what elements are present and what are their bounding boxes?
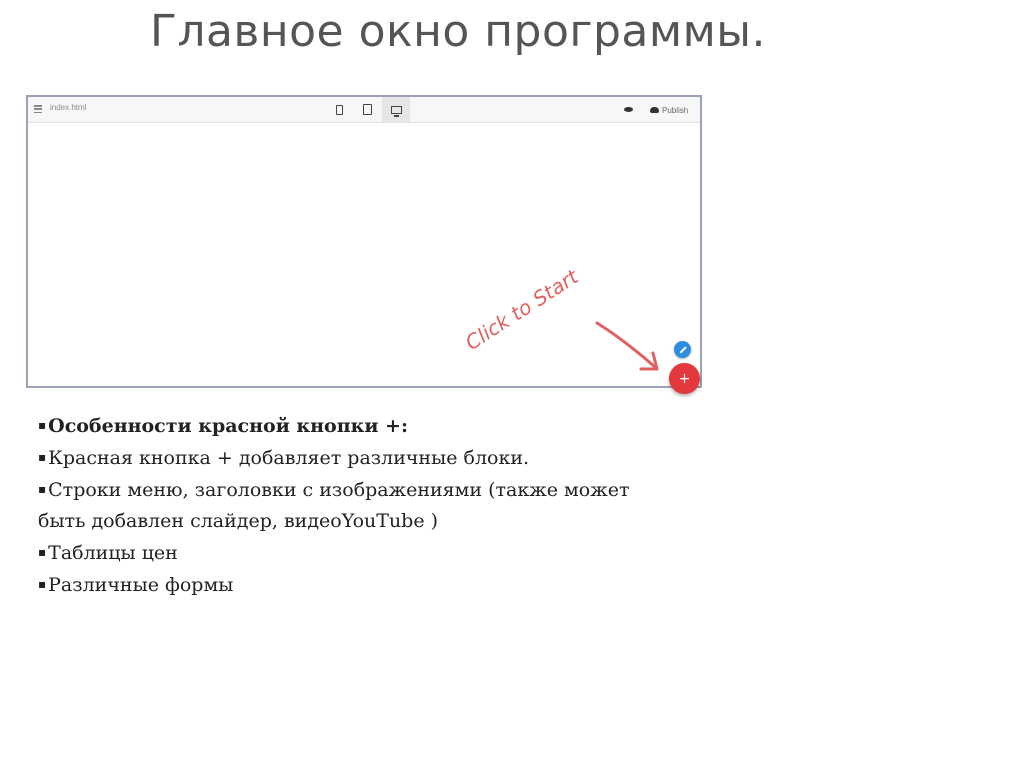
- app-toolbar: [28, 97, 700, 123]
- desktop-view-button[interactable]: [382, 97, 410, 122]
- hint-arrow-icon: [593, 319, 673, 379]
- editor-canvas[interactable]: [28, 123, 700, 388]
- bullet-icon: ▪: [38, 482, 47, 496]
- feature-item: ▪ Красная кнопка + добавляет различные блоки.: [38, 447, 530, 469]
- slide-title: Главное окно программы.: [150, 6, 767, 57]
- features-list: [38, 410, 678, 601]
- plus-icon: +: [678, 370, 691, 387]
- desktop-icon: [391, 106, 402, 114]
- bullet-icon: ▪: [38, 545, 47, 559]
- publish-label: Publish: [662, 105, 689, 115]
- phone-icon: [336, 105, 343, 115]
- preview-eye-icon[interactable]: [624, 107, 633, 112]
- tablet-view-button[interactable]: [353, 97, 381, 122]
- tablet-icon: [363, 104, 372, 115]
- feature-item: ▪ Строки меню, заголовки с изображениями (также может быть добавлен слайдер, видеоYouTube ): [38, 479, 630, 532]
- bullet-icon: ▪: [38, 418, 47, 432]
- app-window-screenshot: [26, 95, 702, 388]
- bullet-icon: ▪: [38, 577, 47, 591]
- edit-fab-button[interactable]: [674, 341, 691, 358]
- publish-button[interactable]: [650, 101, 688, 119]
- click-to-start-hint: Click to Start: [460, 264, 583, 355]
- features-heading: ▪ Особенности красной кнопки +:: [38, 415, 408, 437]
- bullet-icon: ▪: [38, 450, 47, 464]
- feature-item: ▪ Различные формы: [38, 574, 234, 596]
- file-name-label: index.html: [50, 103, 87, 112]
- add-block-fab-button[interactable]: [669, 363, 700, 394]
- mobile-view-button[interactable]: [325, 97, 353, 122]
- feature-item: ▪ Таблицы цен: [38, 542, 178, 564]
- cloud-upload-icon: [650, 107, 659, 113]
- hamburger-menu-icon[interactable]: [34, 105, 42, 113]
